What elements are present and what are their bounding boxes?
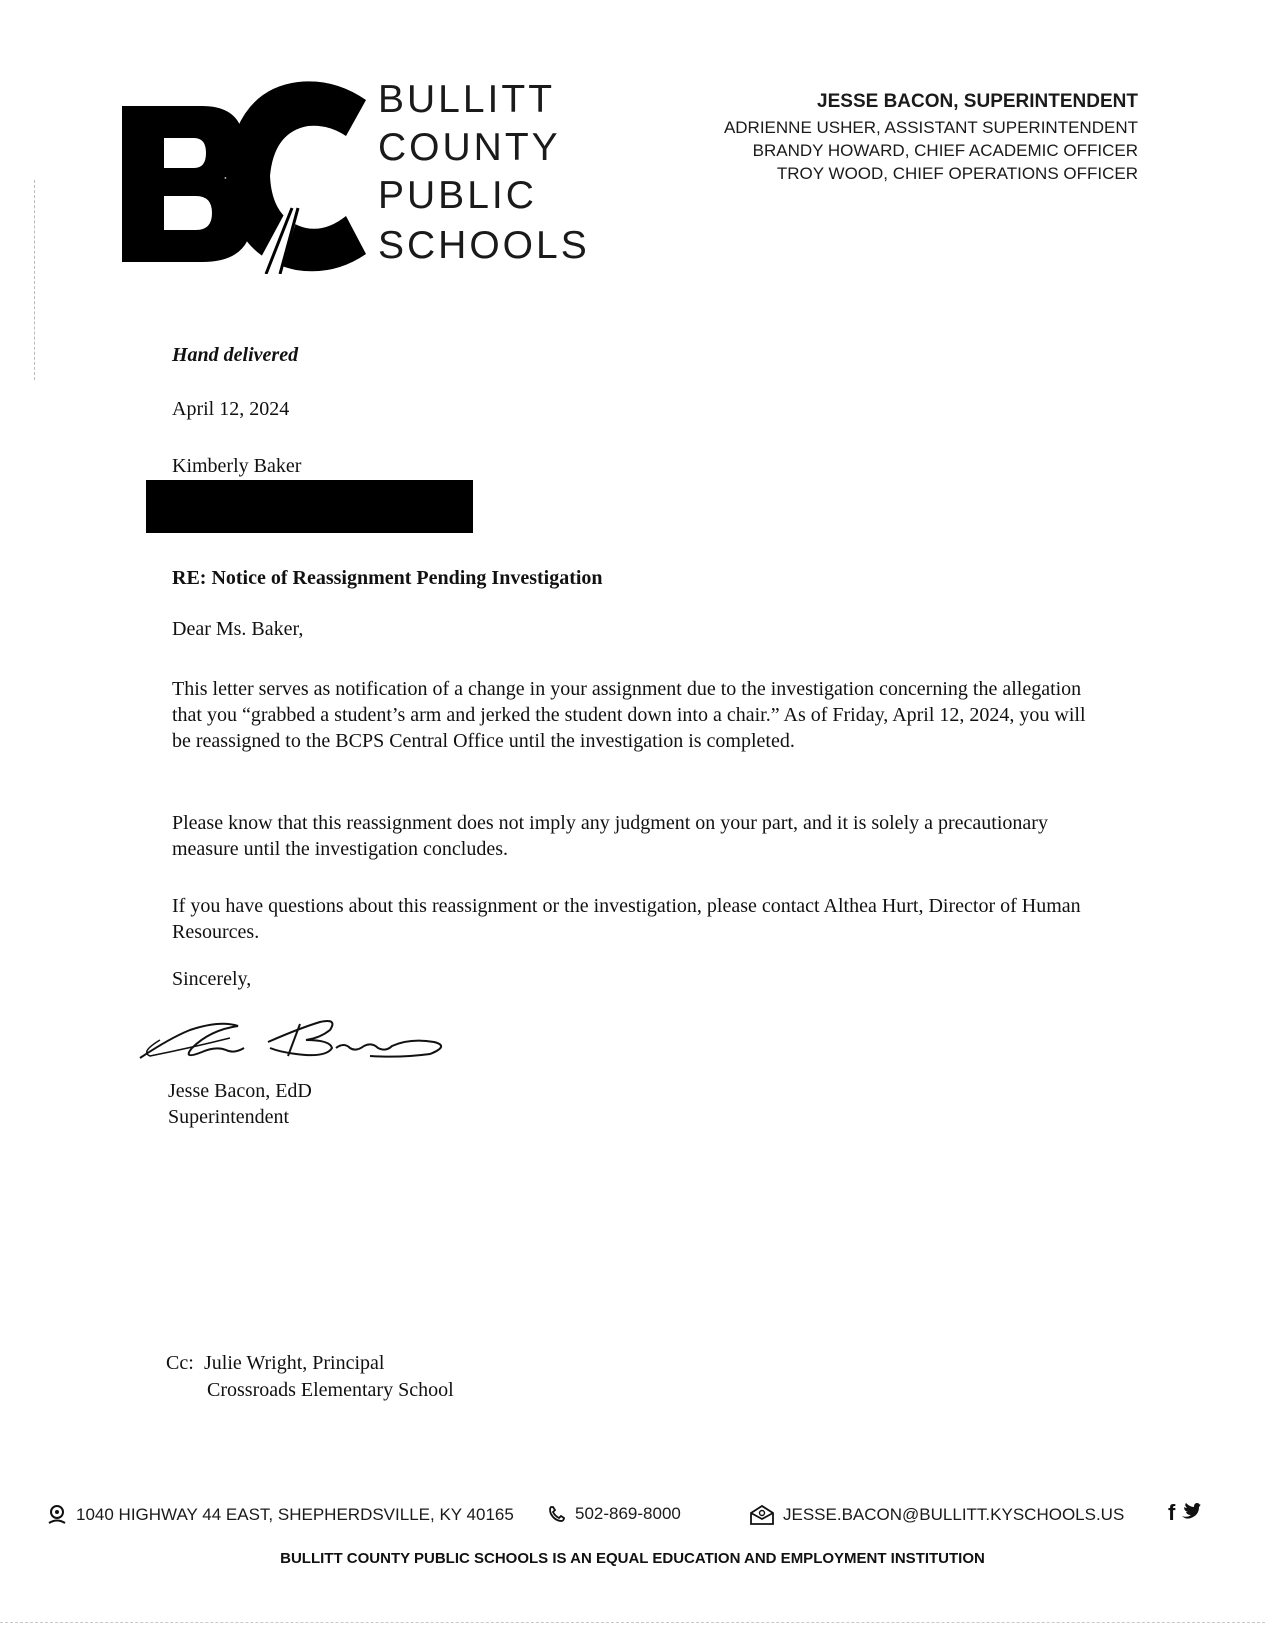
twitter-icon: [1181, 1500, 1201, 1526]
signer-name: Jesse Bacon, EdD: [168, 1080, 312, 1102]
recipient-name: Kimberly Baker: [172, 455, 302, 477]
footer-email-text: JESSE.BACON@BULLITT.KYSCHOOLS.US: [783, 1505, 1125, 1524]
logo-letter-c: [226, 81, 366, 271]
letter-subject: RE: Notice of Reassignment Pending Investigation: [172, 567, 603, 589]
cc-label: Cc:: [166, 1352, 194, 1374]
paragraph-2: Please know that this reassignment does not imply any judgment on your part, and it is solely a precautionary measure until the investigation concludes.: [172, 812, 1048, 860]
equal-opportunity-statement: BULLITT COUNTY PUBLIC SCHOOLS IS AN EQUAL EDUCATION AND EMPLOYMENT INSTITUTION: [280, 1550, 985, 1567]
org-name-line-1: BULLITT: [378, 78, 556, 121]
staff-chief-academic-officer: BRANDY HOWARD, CHIEF ACADEMIC OFFICER: [752, 141, 1138, 160]
org-name-line-4: SCHOOLS: [378, 224, 590, 267]
signer-title: Superintendent: [168, 1106, 290, 1128]
scan-artifact-line: [34, 180, 36, 380]
org-name-line-2: COUNTY: [378, 126, 561, 169]
cc-recipient-line-1: Julie Wright, Principal: [204, 1352, 385, 1374]
bc-logo: [84, 78, 368, 274]
cc-recipient-line-2: Crossroads Elementary School: [207, 1379, 454, 1401]
handwritten-signature: [130, 1008, 460, 1078]
footer-phone-text: 502-869-8000: [575, 1504, 681, 1523]
redacted-address-block: [146, 480, 473, 533]
org-name-line-3: PUBLIC: [378, 174, 537, 217]
closing: Sincerely,: [172, 968, 252, 990]
paragraph-1: This letter serves as notification of a change in your assignment due to the investigation concerning the allegation that you “grabbed a student’s arm and jerked the student down into a chair.” As of Friday, April 12, 2024, you will be reassigned to the BCPS Central Office until the investigation is completed.: [172, 678, 1086, 752]
staff-assistant-superintendent: ADRIENNE USHER, ASSISTANT SUPERINTENDENT: [723, 118, 1138, 137]
letter-date: April 12, 2024: [172, 398, 290, 420]
footer-social-icons: [1168, 1500, 1201, 1526]
location-pin-icon: [46, 1504, 68, 1526]
staff-superintendent: JESSE BACON, SUPERINTENDENT: [817, 91, 1138, 112]
footer-email: [749, 1504, 1124, 1526]
email-icon: [749, 1504, 775, 1526]
delivery-method: Hand delivered: [172, 344, 299, 366]
paragraph-3: If you have questions about this reassignment or the investigation, please contact Althea Hurt, Director of Human Resources.: [172, 895, 1081, 943]
phone-icon: [547, 1504, 567, 1524]
staff-chief-operations-officer: TROY WOOD, CHIEF OPERATIONS OFFICER: [776, 164, 1138, 183]
salutation: Dear Ms. Baker,: [172, 618, 304, 640]
footer-address: [46, 1504, 514, 1526]
footer-address-text: 1040 HIGHWAY 44 EAST, SHEPHERDSVILLE, KY 40165: [76, 1505, 514, 1524]
footer-phone: [547, 1504, 681, 1524]
page-bottom-rule: [0, 1622, 1265, 1623]
facebook-icon: f: [1168, 1500, 1176, 1525]
